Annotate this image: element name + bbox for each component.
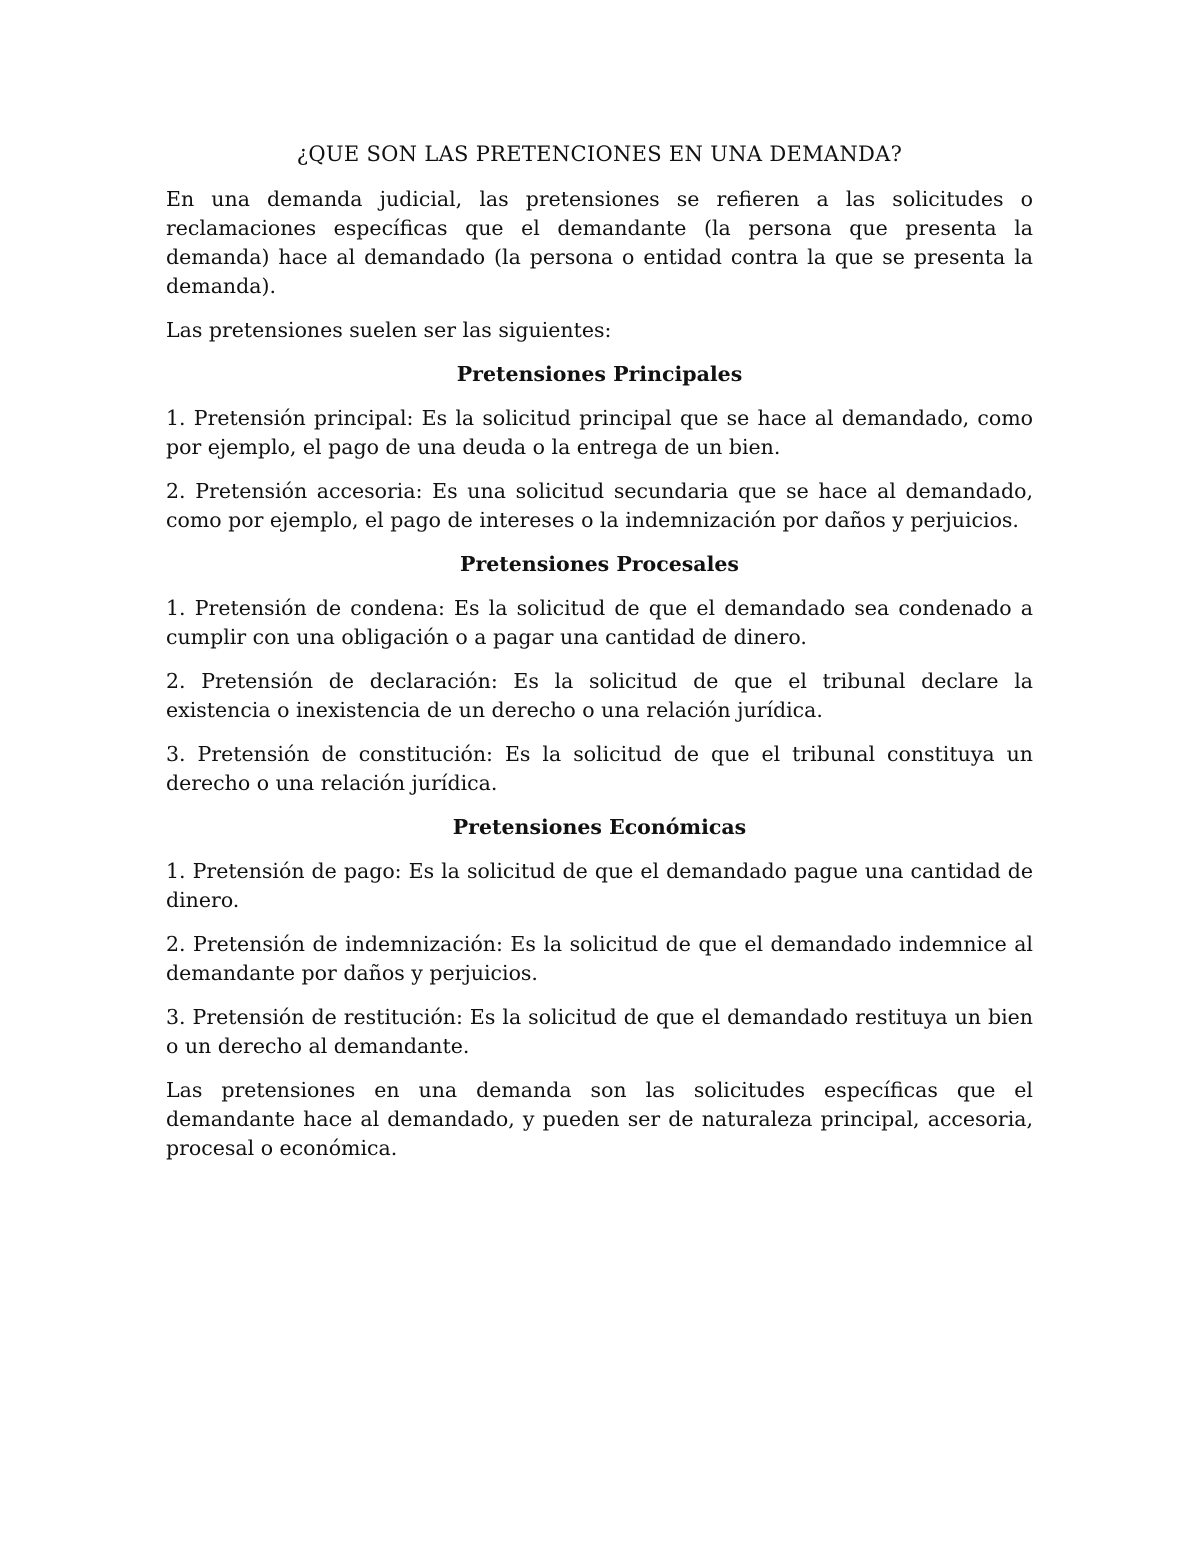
list-item: 1. Pretensión de pago: Es la solicitud de que el demandado pague una cantidad de dinero. — [166, 859, 1033, 912]
list-item: 3. Pretensión de constitución: Es la solicitud de que el tribunal constituya un derecho o una relación jurídica. — [166, 742, 1033, 795]
document-body — [166, 138, 1033, 1178]
intro-paragraph: En una demanda judicial, las pretensiones se refieren a las solicitudes o reclamaciones específicas que el demandante (la persona que presenta la demanda) hace al demandado (la persona o entidad contra la que se presenta la demanda). — [166, 187, 1033, 298]
list-item: 2. Pretensión accesoria: Es una solicitud secundaria que se hace al demandado, como por ejemplo, el pago de intereses o la indemnización por daños y perjuicios. — [166, 479, 1033, 532]
section-heading-procesales: Pretensiones Procesales — [460, 552, 739, 576]
lead-paragraph: Las pretensiones suelen ser las siguientes: — [166, 318, 612, 342]
document-title: ¿QUE SON LAS PRETENCIONES EN UNA DEMANDA? — [296, 142, 903, 166]
list-item: 3. Pretensión de restitución: Es la solicitud de que el demandado restituya un bien o un derecho al demandante. — [166, 1005, 1033, 1058]
section-heading-economicas: Pretensiones Económicas — [452, 815, 747, 839]
list-item: 1. Pretensión principal: Es la solicitud principal que se hace al demandado, como por ejemplo, el pago de una deuda o la entrega de un bien. — [166, 406, 1033, 459]
list-item: 1. Pretensión de condena: Es la solicitud de que el demandado sea condenado a cumplir con una obligación o a pagar una cantidad de dinero. — [166, 596, 1033, 649]
conclusion-paragraph: Las pretensiones en una demanda son las solicitudes específicas que el demandante hace al demandado, y pueden ser de naturaleza principal, accesoria, procesal o económica. — [166, 1078, 1033, 1160]
section-heading-principales: Pretensiones Principales — [456, 362, 743, 386]
list-item: 2. Pretensión de indemnización: Es la solicitud de que el demandado indemnice al demandante por daños y perjuicios. — [166, 932, 1033, 985]
list-item: 2. Pretensión de declaración: Es la solicitud de que el tribunal declare la existencia o inexistencia de un derecho o una relación jurídica. — [166, 669, 1033, 722]
